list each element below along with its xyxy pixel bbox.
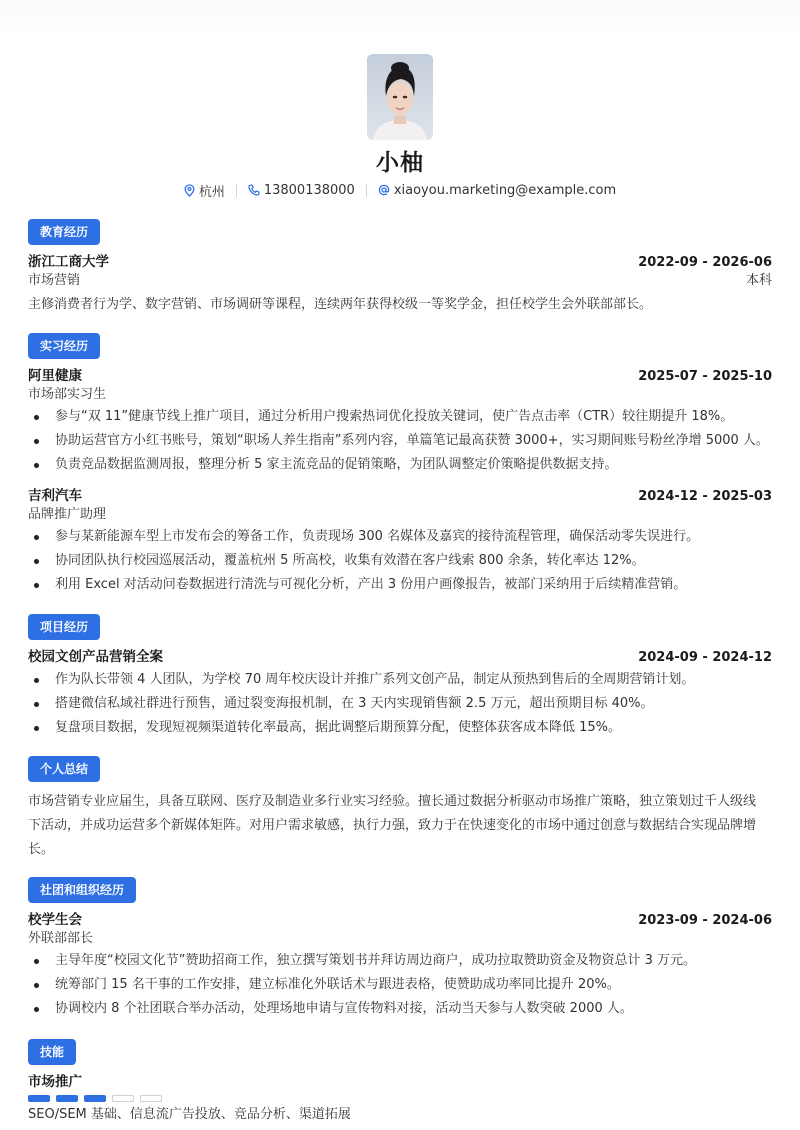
skill-level-segment-filled <box>56 1095 78 1102</box>
section-heading: 项目经历 <box>28 614 100 640</box>
major: 市场营销 <box>28 273 81 288</box>
skill-level-segment-filled <box>84 1095 106 1102</box>
section-summary <box>28 756 772 862</box>
list-item: 统筹部门 15 名干事的工作安排，建立标准化外联话术与跟进表格，使赞助成功率同比提升 20%。 <box>28 973 772 997</box>
bullet-list <box>28 949 772 1021</box>
contact-phone <box>248 183 355 198</box>
list-item: 复盘项目数据，发现短视频渠道转化率最高，据此调整后期预算分配，使整体获客成本降低 15%。 <box>28 716 772 740</box>
phone-icon <box>248 184 260 196</box>
bullet-list <box>28 668 772 740</box>
list-item: 主导年度“校园文化节”赞助招商工作，独立撰写策划书并拜访周边商户，成功拉取赞助资金及物资总计 3 万元。 <box>28 949 772 973</box>
resume-header <box>0 54 800 199</box>
phone-text[interactable]: 13800138000 <box>263 182 355 198</box>
job-role: 市场部实习生 <box>28 387 107 402</box>
list-item: 参与“双 11”健康节线上推广项目，通过分析用户搜索热词优化投放关键词，使广告点击率（CTR）较往期提升 18%。 <box>28 405 772 429</box>
email-text[interactable]: xiaoyou.marketing@example.com <box>393 182 617 198</box>
skill-name: 市场推广 <box>28 1074 82 1090</box>
education-entry <box>28 253 772 317</box>
skill-level-bar <box>28 1095 772 1102</box>
section-heading: 社团和组织经历 <box>28 877 136 903</box>
location-text: 杭州 <box>198 184 225 200</box>
job-role: 品牌推广助理 <box>28 507 107 522</box>
skill-level-segment-empty <box>140 1095 162 1102</box>
section-skills <box>28 1039 772 1124</box>
section-heading: 技能 <box>28 1039 76 1065</box>
list-item: 负责竞品数据监测周报，整理分析 5 家主流竞品的促销策略，为团队调整定价策略提供数据支持。 <box>28 453 772 477</box>
list-item: 协同团队执行校园巡展活动，覆盖杭州 5 所高校，收集有效潜在客户线索 800 余条，转化率达 12%。 <box>28 549 772 573</box>
section-organizations <box>28 877 772 1021</box>
summary-text <box>28 790 772 862</box>
list-item: 搭建微信私域社群进行预售，通过裂变海报机制，在 3 天内实现销售额 2.5 万元，超出预期目标 40%。 <box>28 692 772 716</box>
skill-detail: SEO/SEM 基础、信息流广告投放、竞品分析、渠道拓展 <box>28 1107 351 1122</box>
list-item: 协助运营官方小红书账号，策划“职场人养生指南”系列内容，单篇笔记最高获赞 3000+，实习期间账号粉丝净增 5000 人。 <box>28 429 772 453</box>
section-projects <box>28 614 772 740</box>
list-item: 作为队长带领 4 人团队，为学校 70 周年校庆设计并推广系列文创产品，制定从预热到售后的全周期营销计划。 <box>28 668 772 692</box>
at-sign-icon <box>378 184 390 196</box>
degree: 本科 <box>745 273 772 288</box>
contact-location <box>184 181 225 200</box>
summary-line: 下活动，并成功运营多个新媒体矩阵。对用户需求敏感，执行力强，致力于在快速变化的市场中通过创意与数据结合实现品牌增 <box>28 818 757 833</box>
section-education <box>28 219 772 317</box>
date-range: 2024-12 - 2025-03 <box>638 489 772 504</box>
date-range: 2023-09 - 2024-06 <box>638 913 772 928</box>
section-heading: 实习经历 <box>28 333 100 359</box>
internship-entry <box>28 367 772 477</box>
profile-photo <box>367 54 433 140</box>
list-item: 协调校内 8 个社团联合举办活动，处理场地申请与宣传物料对接，活动当天参与人数突破 2000 人。 <box>28 997 772 1021</box>
list-item: 参与某新能源车型上市发布会的筹备工作，负责现场 300 名媒体及嘉宾的接待流程管理，确保活动零失误进行。 <box>28 525 772 549</box>
education-description: 主修消费者行为学、数字营销、市场调研等课程，连续两年获得校级一等奖学金，担任校学生会外联部部长。 <box>28 297 653 312</box>
divider <box>366 184 367 197</box>
internship-entry <box>28 487 772 597</box>
project-name: 校园文创产品营销全案 <box>28 649 163 665</box>
summary-line: 市场营销专业应届生，具备互联网、医疗及制造业多行业实习经验。擅长通过数据分析驱动市场推广策略，独立策划过千人级线 <box>28 794 757 809</box>
map-pin-icon <box>184 184 195 197</box>
list-item: 利用 Excel 对活动问卷数据进行清洗与可视化分析，产出 3 份用户画像报告，被部门采纳用于后续精准营销。 <box>28 573 772 597</box>
date-range: 2025-07 - 2025-10 <box>638 369 772 384</box>
skill-level-segment-empty <box>112 1095 134 1102</box>
date-range: 2022-09 - 2026-06 <box>638 255 772 270</box>
skill-level-segment-filled <box>28 1095 50 1102</box>
divider <box>236 184 237 197</box>
section-heading: 个人总结 <box>28 756 100 782</box>
candidate-name: 小柚 <box>376 150 424 176</box>
skill-entry <box>28 1073 772 1124</box>
project-entry <box>28 648 772 740</box>
bullet-list <box>28 405 772 477</box>
date-range: 2024-09 - 2024-12 <box>638 650 772 665</box>
contact-info <box>0 181 800 199</box>
section-internship <box>28 333 772 597</box>
school-name: 浙江工商大学 <box>28 254 109 270</box>
contact-email <box>378 183 616 198</box>
company-name: 吉利汽车 <box>28 488 82 504</box>
summary-line: 长。 <box>28 842 55 857</box>
section-heading: 教育经历 <box>28 219 100 245</box>
bullet-list <box>28 525 772 597</box>
organization-entry <box>28 911 772 1021</box>
company-name: 阿里健康 <box>28 368 82 384</box>
organization-role: 外联部部长 <box>28 931 94 946</box>
organization-name: 校学生会 <box>28 912 82 928</box>
